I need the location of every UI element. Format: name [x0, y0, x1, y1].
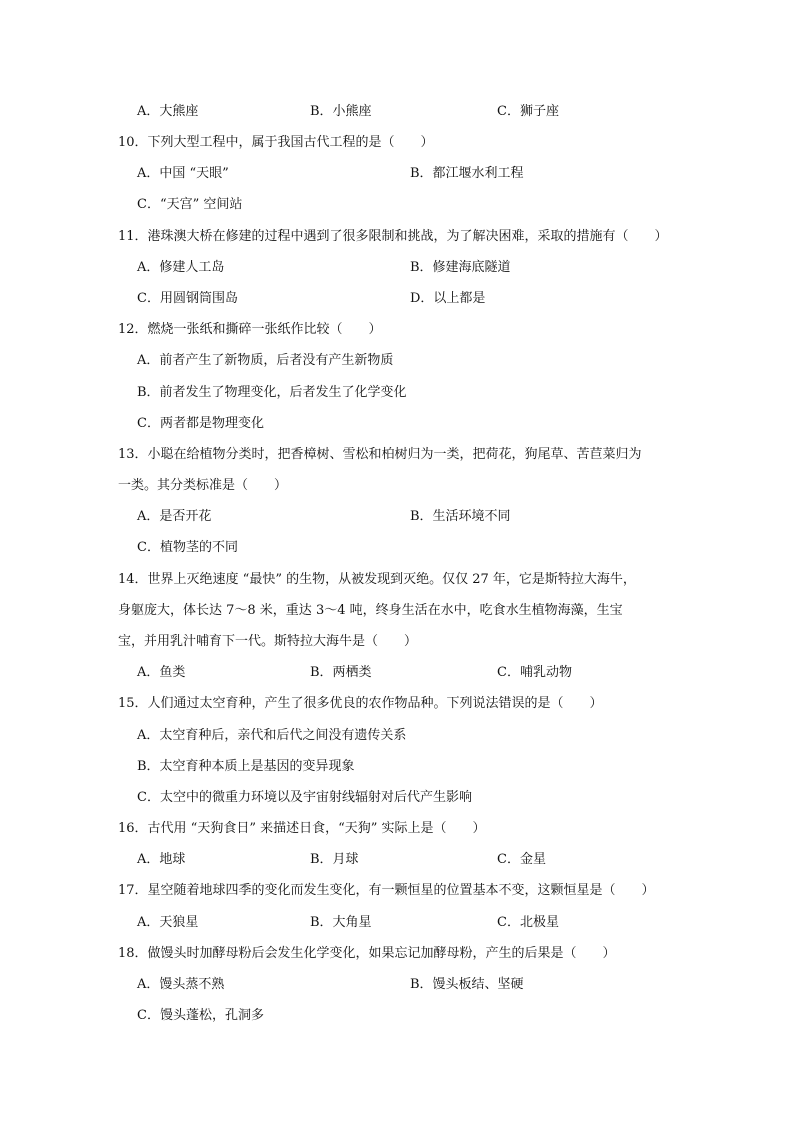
question-text-continued: 身躯庞大，体长达 7～8 米，重达 3～4 吨，终身生活在水中，吃食水生植物海藻，生宝 [118, 603, 623, 618]
option-b: B．两栖类 [310, 665, 372, 680]
options-row [0, 258, 794, 278]
question-text: 13．小聪在给植物分类时，把香樟树、雪松和柏树归为一类，把荷花，狗尾草、苦苣菜归为 [118, 447, 642, 462]
option-a: A．前者产生了新物质，后者没有产生新物质 [137, 353, 394, 368]
options-row [0, 538, 794, 558]
option-b: B．月球 [310, 852, 359, 867]
options-row [0, 913, 794, 933]
option-c: C．金星 [497, 852, 546, 867]
options-row [0, 289, 794, 309]
option-a: A．修建人工岛 [137, 260, 225, 275]
option-a: A．太空育种后，亲代和后代之间没有遗传关系 [137, 728, 407, 743]
options-row [0, 757, 794, 777]
option-a: A．鱼类 [137, 665, 186, 680]
question-text: 14．世界上灭绝速度 “最快” 的生物，从被发现到灭绝。仅仅 27 年，它是斯特拉大海牛， [118, 572, 636, 587]
option-b: B．都江堰水利工程 [410, 166, 524, 181]
option-b: B．小熊座 [310, 104, 372, 119]
option-a: A．馒头蒸不熟 [137, 977, 225, 992]
option-a: A．天狼星 [137, 915, 199, 930]
question-text: 17．星空随着地球四季的变化而发生变化，有一颗恒星的位置基本不变，这颗恒星是（ ） [118, 883, 655, 898]
options-row [0, 383, 794, 403]
options-row [0, 164, 794, 184]
question-text-continued: 宝，并用乳汁哺育下一代。斯特拉大海牛是（ ） [118, 634, 418, 649]
question-text: 11．港珠澳大桥在修建的过程中遇到了很多限制和挑战，为了解决困难，采取的措施有（ ） [118, 229, 668, 244]
options-row [0, 102, 794, 122]
options-row [0, 195, 794, 215]
option-c: C．植物茎的不同 [137, 540, 238, 555]
option-c: C．太空中的微重力环境以及宇宙射线辐射对后代产生影响 [137, 790, 472, 805]
options-row [0, 850, 794, 870]
option-c: C．两者都是物理变化 [137, 416, 264, 431]
options-row [0, 507, 794, 527]
option-a: A．大熊座 [137, 104, 199, 119]
options-row [0, 726, 794, 746]
question-text: 15．人们通过太空育种，产生了很多优良的农作物品种。下列说法错误的是（ ） [118, 696, 603, 711]
options-row [0, 414, 794, 434]
question-text-continued: 一类。其分类标准是（ ） [118, 478, 288, 493]
option-a: A．中国 “天眼” [137, 166, 229, 181]
options-row [0, 351, 794, 371]
options-row [0, 975, 794, 995]
option-b: B．修建海底隧道 [410, 260, 511, 275]
option-c: C．用圆钢筒围岛 [137, 291, 238, 306]
option-b: B．太空育种本质上是基因的变异现象 [137, 759, 355, 774]
options-row [0, 1006, 794, 1026]
options-row [0, 663, 794, 683]
option-b: B．大角星 [310, 915, 372, 930]
option-b: B．前者发生了物理变化，后者发生了化学变化 [137, 385, 407, 400]
option-d: D．以上都是 [410, 291, 486, 306]
option-c: C．“天宫” 空间站 [137, 197, 243, 212]
option-b: B．生活环境不同 [410, 509, 511, 524]
option-a: A．是否开花 [137, 509, 212, 524]
option-c: C．狮子座 [497, 104, 559, 119]
option-c: C．北极星 [497, 915, 559, 930]
question-text: 18．做馒头时加酵母粉后会发生化学变化，如果忘记加酵母粉，产生的后果是（ ） [118, 946, 616, 961]
question-text: 12．燃烧一张纸和撕碎一张纸作比较（ ） [118, 322, 382, 337]
option-b: B．馒头板结、坚硬 [410, 977, 524, 992]
option-a: A．地球 [137, 852, 186, 867]
option-c: C．哺乳动物 [497, 665, 572, 680]
question-text: 10．下列大型工程中，属于我国古代工程的是（ ） [118, 135, 434, 150]
options-row [0, 788, 794, 808]
question-text: 16．古代用 “天狗食日” 来描述日食，“天狗” 实际上是（ ） [118, 821, 486, 836]
option-c: C．馒头蓬松，孔洞多 [137, 1008, 264, 1023]
